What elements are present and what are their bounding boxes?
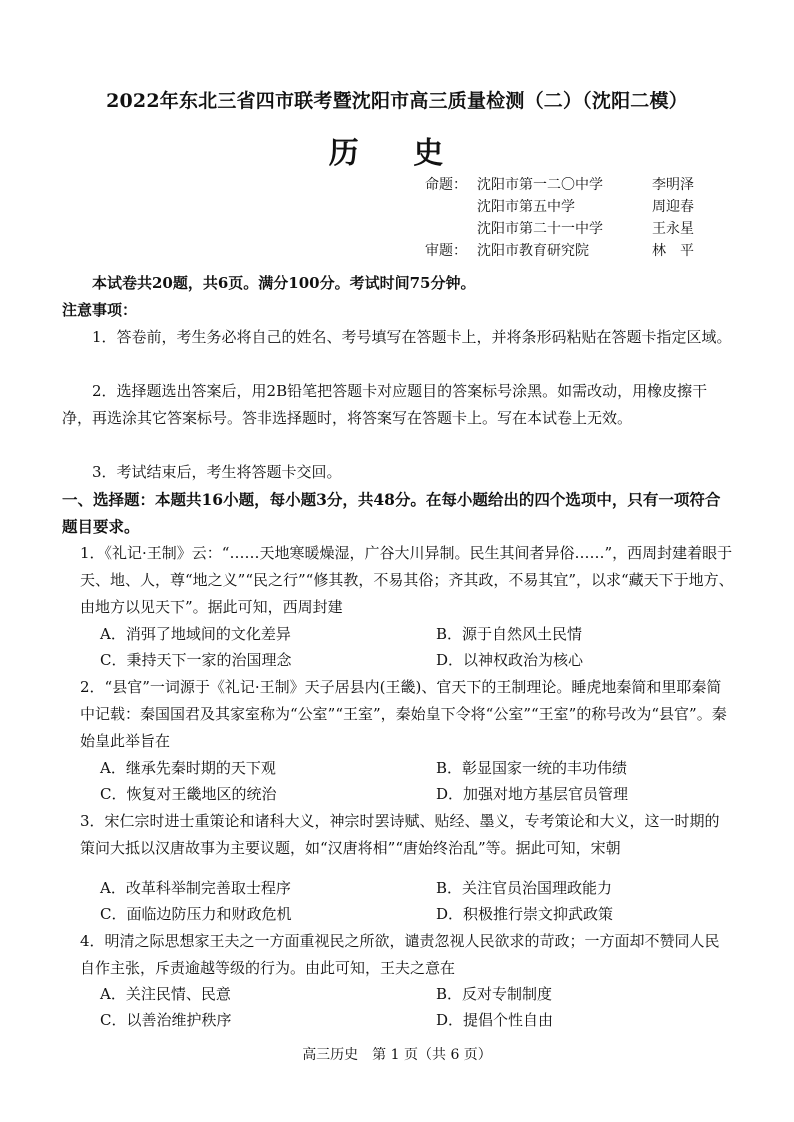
author-name: 周迎春 (652, 199, 694, 215)
question-stem: 4．明清之际思想家王夫之一方面重视民之所欲，谴责忽视人民欲求的苛政；一方面却不赞同人民自作主张，斥责逾越等级的行为。由此可知，王夫之意在 (80, 932, 720, 977)
page-footer: 高三历史 第 1 页（共 6 页） (302, 1047, 492, 1063)
option: A．继承先秦时期的天下观 (100, 759, 276, 777)
notice-item: 1．答卷前，考生务必将自己的姓名、考号填写在答题卡上，并将条形码粘贴在答题卡指定区域。 (92, 328, 732, 346)
author-row (425, 240, 694, 262)
author-row (425, 174, 694, 196)
author-label: 审题： (425, 243, 467, 259)
option: A．消弭了地域间的文化差异 (100, 625, 291, 643)
question-options (100, 981, 730, 1033)
author-name: 李明泽 (652, 177, 694, 193)
option: C．以善治维护秩序 (100, 1011, 232, 1029)
author-school: 沈阳市第一二〇中学 (477, 177, 603, 193)
option: D．加强对地方基层官员管理 (436, 785, 629, 803)
question-options (100, 621, 730, 673)
option: A．改革科举制完善取士程序 (100, 879, 291, 897)
option: A．关注民情、民意 (100, 985, 231, 1003)
notice-heading: 注意事项： (62, 301, 138, 319)
question-stem: 3．宋仁宗时进士重策论和诸科大义，神宗时罢诗赋、贴经、墨义，专考策论和大义，这一时期的策问大抵以汉唐故事为主要议题，如“汉唐将相”“唐始终治乱”等。据此可知，宋朝 (80, 812, 720, 857)
notice-item: 3．考试结束后，考生将答题卡交回。 (92, 463, 342, 481)
option: C．恢复对王畿地区的统治 (100, 785, 277, 803)
option: D．以神权政治为核心 (436, 651, 584, 669)
question-stem: 1．《礼记·王制》云：“……天地寒暖燥湿，广谷大川异制。民生其间者异俗……”，西周封建着眼于天、地、人，尊“地之义”“民之行”“修其教，不易其俗；齐其政，不易其宜”，以求“藏天下于地方、由地方以见天下”。据此可知，西周封建 (80, 544, 734, 616)
option: C．秉持天下一家的治国理念 (100, 651, 292, 669)
question-stem: 2．“县官”一词源于《礼记·王制》天子居县内(王畿)、官天下的王制理论。睡虎地秦简和里耶秦简中记载：秦国国君及其家室称为“公室”“王室”，秦始皇下令将“公室”“王室”的称号改为“县官”。秦始皇此举旨在 (80, 678, 727, 750)
option: D．积极推行崇文抑武政策 (436, 905, 614, 923)
subject-title: 历 史 (328, 136, 466, 171)
option: B．源于自然风土民情 (436, 625, 583, 643)
question-options (100, 755, 730, 807)
author-school: 沈阳市第二十一中学 (477, 221, 603, 237)
author-row (425, 218, 694, 240)
option: C．面临边防压力和财政危机 (100, 905, 292, 923)
exam-title: 2022年东北三省四市联考暨沈阳市高三质量检测（二）（沈阳二模） (106, 90, 688, 112)
option: B．反对专制制度 (436, 985, 553, 1003)
author-school: 沈阳市教育研究院 (477, 243, 589, 259)
authors-block (425, 174, 694, 262)
author-row (425, 196, 694, 218)
question-options (100, 875, 730, 927)
notice-item: 2．选择题选出答案后，用2B铅笔把答题卡对应题目的答案标号涂黑。如需改动，用橡皮擦干净，再选涂其它答案标号。答非选择题时，将答案写在答题卡上。写在本试卷上无效。 (62, 382, 708, 427)
option: B．关注官员治国理政能力 (436, 879, 613, 897)
author-name: 王永星 (652, 221, 694, 237)
author-name: 林 平 (652, 243, 694, 259)
author-label: 命题： (425, 177, 467, 193)
author-school: 沈阳市第五中学 (477, 199, 575, 215)
option: D．提倡个性自由 (436, 1011, 554, 1029)
exam-intro: 本试卷共20题，共6页。满分100分。考试时间75分钟。 (92, 274, 476, 292)
section-heading: 一、选择题：本题共16小题，每小题3分，共48分。在每小题给出的四个选项中，只有一项符合题目要求。 (62, 490, 721, 536)
option: B．彰显国家一统的丰功伟绩 (436, 759, 628, 777)
